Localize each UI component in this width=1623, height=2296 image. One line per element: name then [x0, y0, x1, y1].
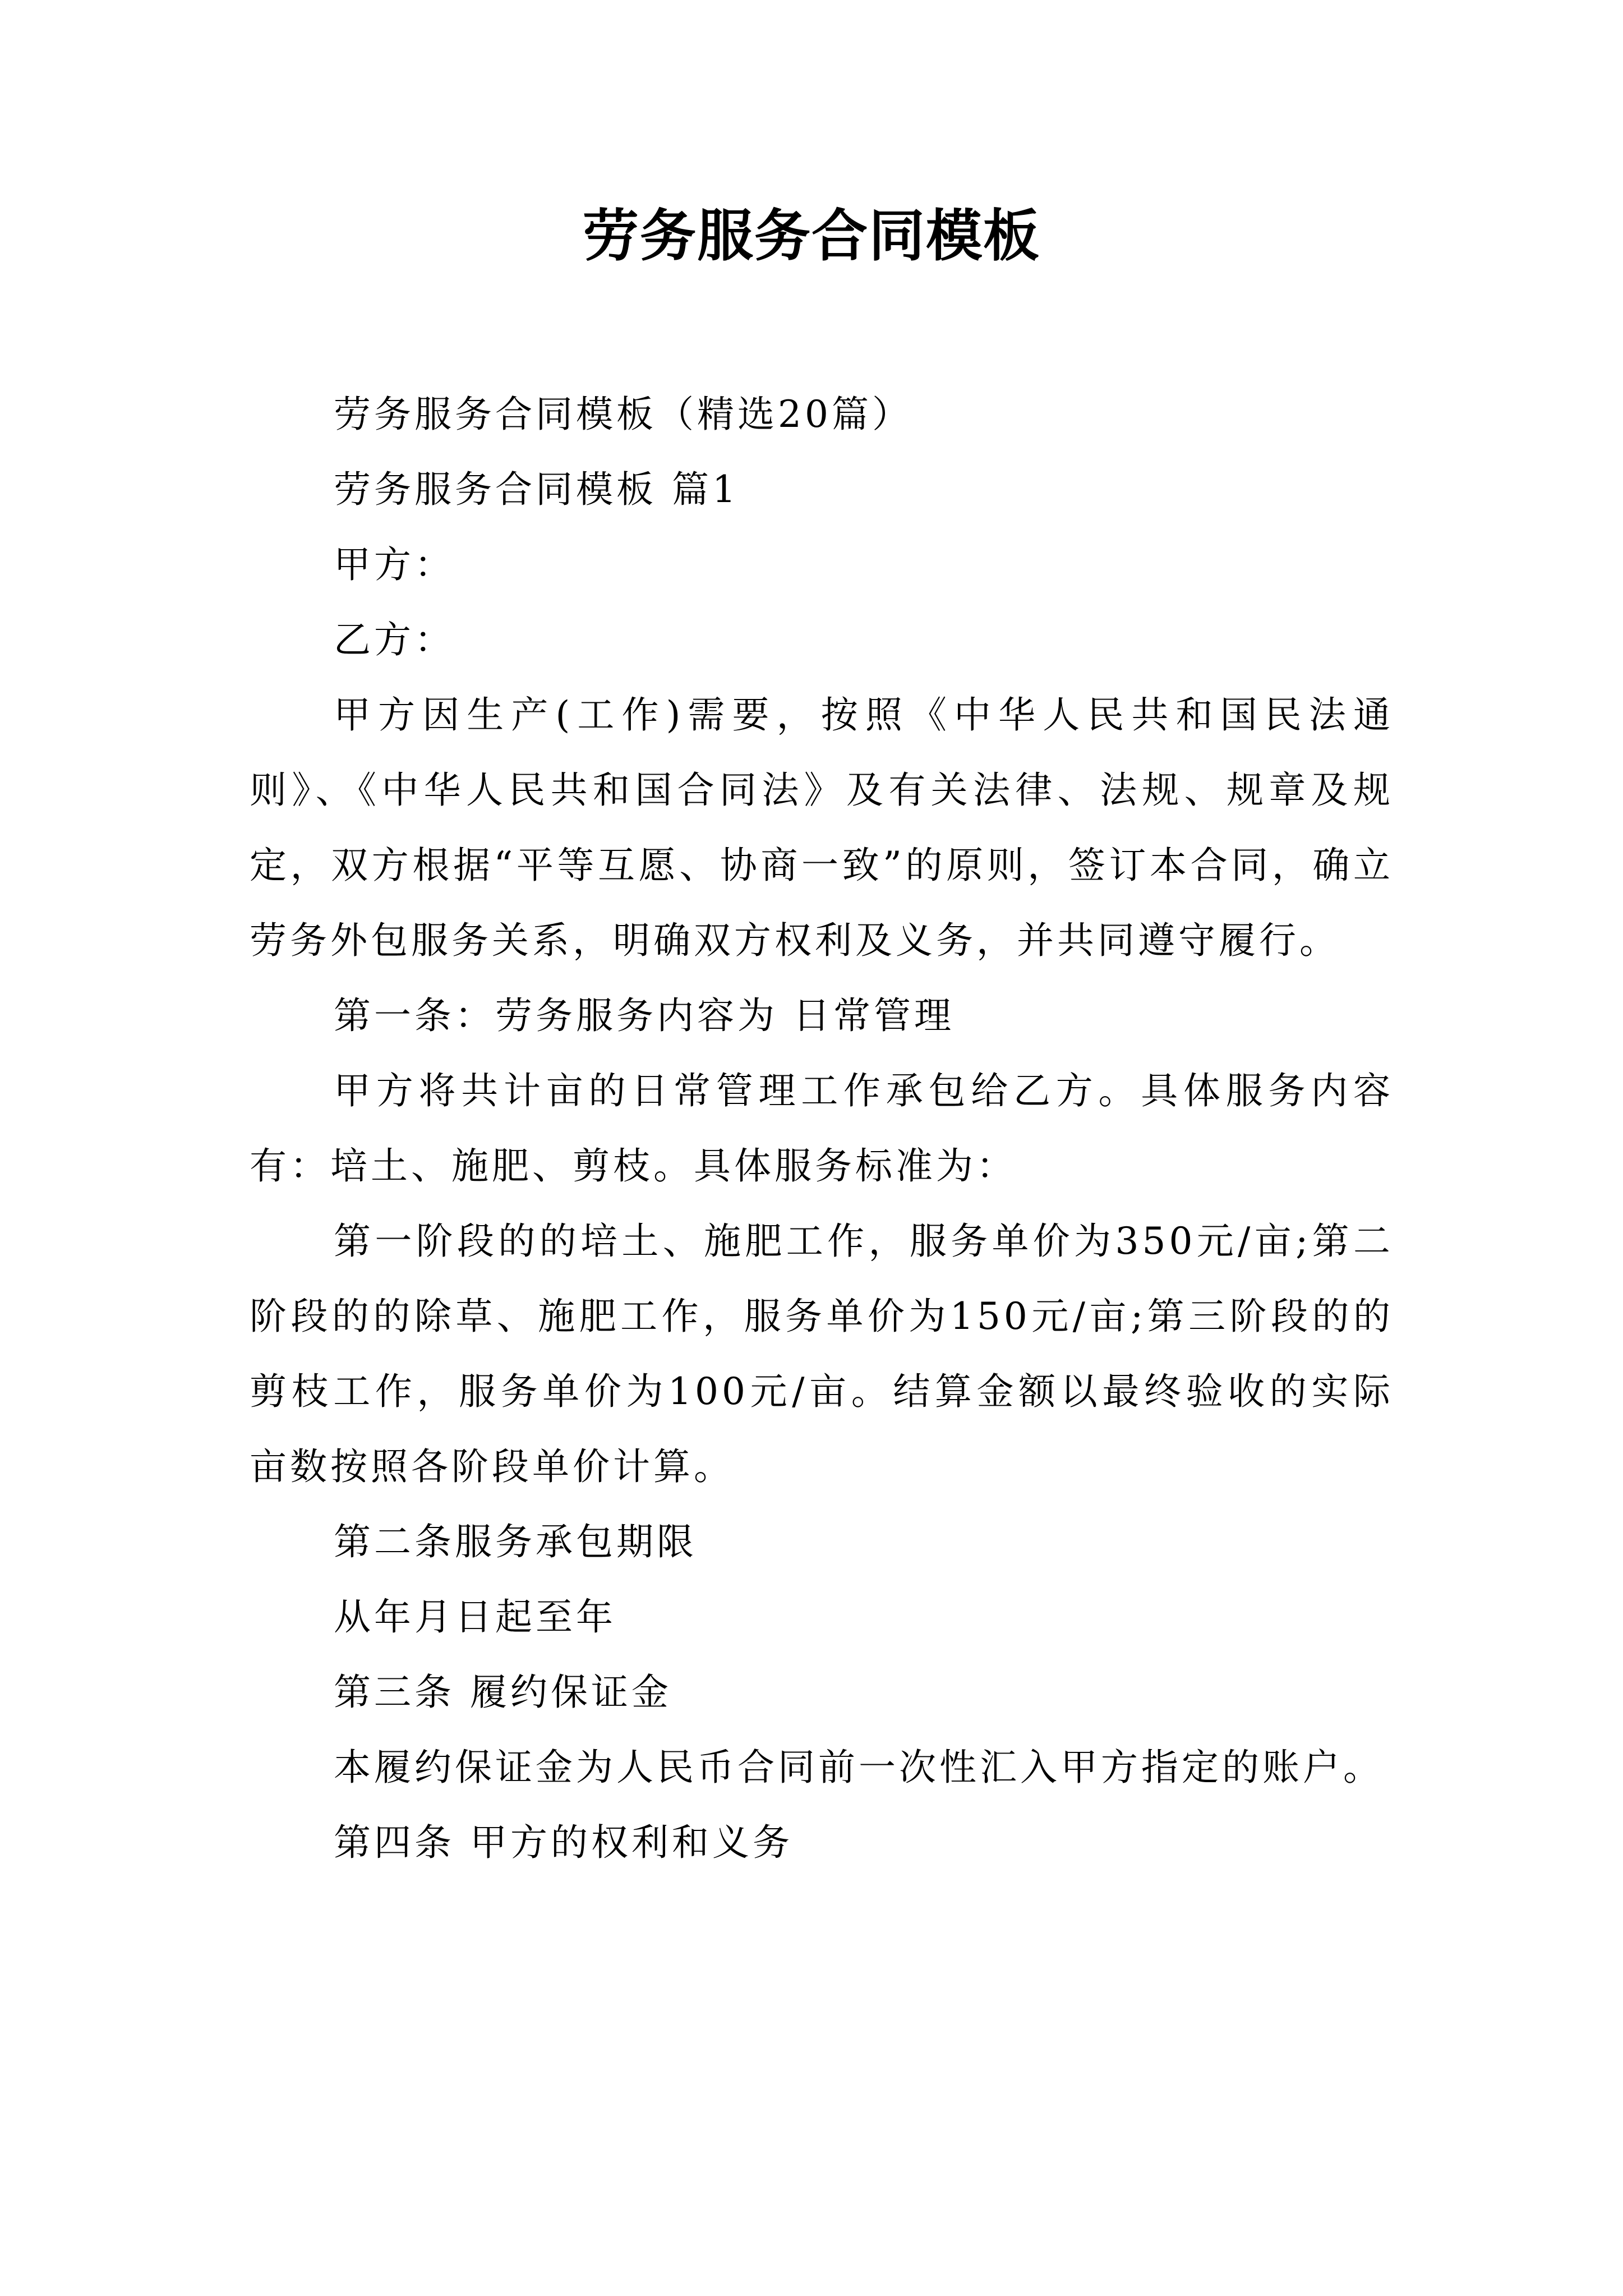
paragraph-article-2-body: 从年月日起至年	[334, 1595, 616, 1639]
document-body	[250, 377, 1394, 1880]
paragraph-article-3-heading: 第三条 履约保证金	[334, 1671, 672, 1714]
paragraph-party-a: 甲方：	[334, 543, 455, 586]
paragraph-article-1-heading: 第一条：劳务服务内容为 日常管理	[334, 994, 955, 1037]
paragraph-article-1-body: 甲方将共计亩的日常管理工作承包给乙方。具体服务内容有：培土、施肥、剪枝。具体服务标准为：	[250, 1069, 1394, 1188]
paragraph-section-heading: 劳务服务合同模板 篇1	[334, 468, 739, 511]
paragraph-preamble: 甲方因生产(工作)需要，按照《中华人民共和国民法通则》、《中华人民共和国合同法》及有关法律、法规、规章及规定，双方根据“平等互愿、协商一致”的原则，签订本合同，确立劳务外包服务关系，明确双方权利及义务，并共同遵守履行。	[250, 693, 1394, 962]
paragraph-party-b: 乙方：	[334, 618, 455, 661]
paragraph-article-2-heading: 第二条服务承包期限	[334, 1520, 697, 1563]
document-title: 劳务服务合同模板	[583, 203, 1040, 269]
paragraph-subtitle: 劳务服务合同模板（精选20篇）	[334, 393, 912, 436]
paragraph-article-4-heading: 第四条 甲方的权利和义务	[334, 1821, 793, 1864]
paragraph-article-3-body: 本履约保证金为人民币合同前一次性汇入甲方指定的账户。	[334, 1746, 1384, 1789]
paragraph-article-1-pricing: 第一阶段的的培土、施肥工作，服务单价为350元/亩;第二阶段的的除草、施肥工作，服务单价为150元/亩;第三阶段的的剪枝工作，服务单价为100元/亩。结算金额以最终验收的实际亩数按照各阶段单价计算。	[250, 1220, 1394, 1488]
